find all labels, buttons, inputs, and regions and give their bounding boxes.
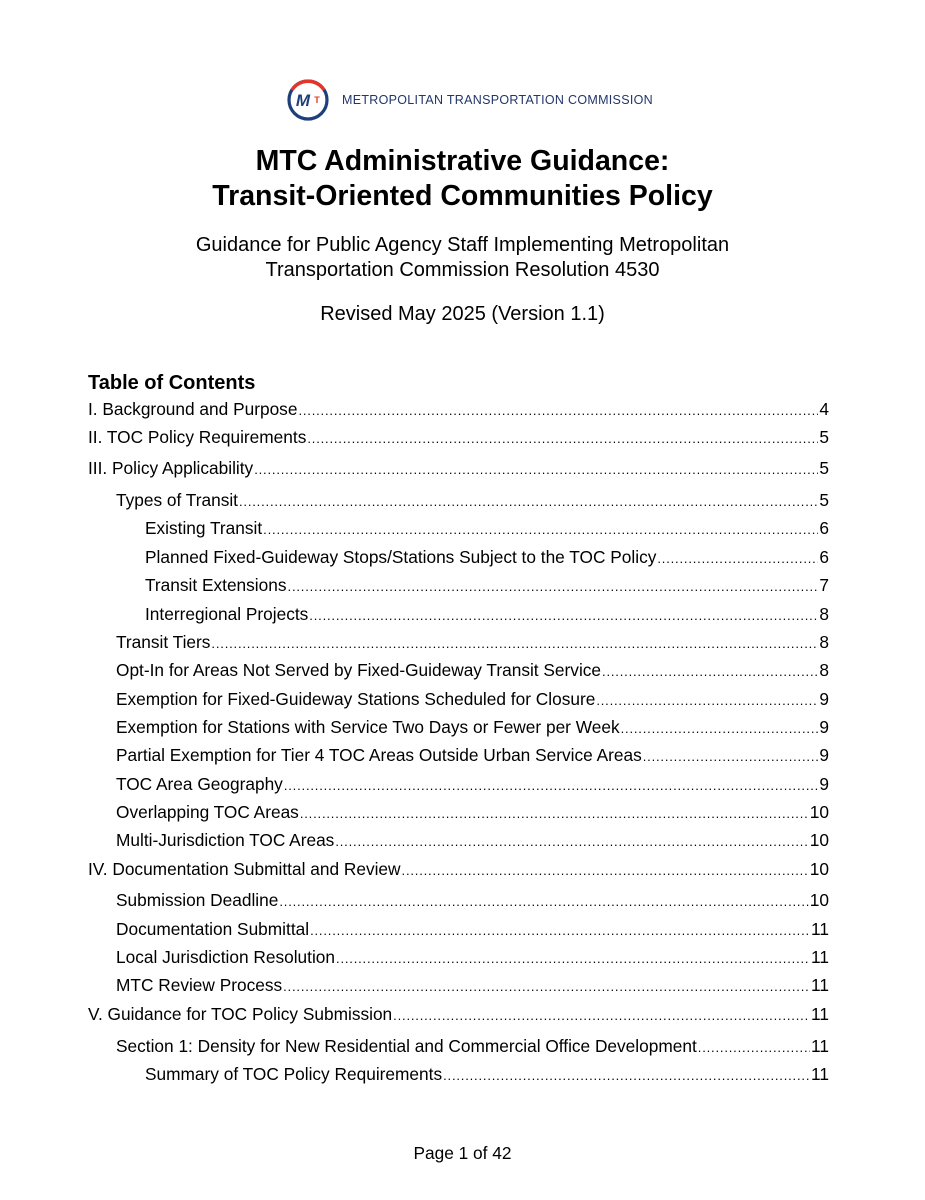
toc-entry-label: III. Policy Applicability [88, 458, 254, 478]
logo-letter-t: T [314, 95, 320, 105]
toc-dot-leader [643, 744, 819, 766]
toc-heading: Table of Contents [88, 372, 256, 394]
toc-dot-leader [393, 1003, 810, 1025]
toc-dot-leader [336, 946, 810, 968]
toc-entry[interactable] [116, 889, 829, 911]
toc-dot-leader [596, 688, 818, 710]
toc-entry-page: 4 [819, 399, 829, 419]
toc-entry-label: I. Background and Purpose [88, 399, 298, 419]
toc-entry-page: 10 [809, 830, 829, 850]
toc-entry[interactable] [116, 918, 829, 940]
toc-entry[interactable] [145, 574, 829, 596]
toc-entry-page: 6 [819, 518, 829, 538]
toc-entry-page: 11 [811, 975, 829, 995]
toc-entry-label: Interregional Projects [145, 604, 309, 624]
toc-dot-leader [402, 858, 809, 880]
toc-entry-label: Summary of TOC Policy Requirements [145, 1064, 443, 1084]
toc-dot-leader [284, 773, 819, 795]
logo-letter-m: M [295, 91, 311, 110]
toc-entry-page: 11 [811, 1064, 829, 1084]
agency-name: METROPOLITAN TRANSPORTATION COMMISSION [342, 93, 653, 107]
title-line-1: MTC Administrative Guidance: [255, 145, 670, 177]
toc-entry[interactable] [116, 716, 829, 738]
toc-entry-page: 8 [819, 604, 829, 624]
toc-dot-leader [239, 489, 818, 511]
toc-entry-label: Documentation Submittal [116, 919, 310, 939]
toc-entry-page: 8 [819, 632, 829, 652]
toc-entry[interactable] [88, 457, 829, 479]
toc-entry-label: TOC Area Geography [116, 774, 283, 794]
toc-entry-label: Overlapping TOC Areas [116, 802, 299, 822]
toc-entry-label: Local Jurisdiction Resolution [116, 947, 336, 967]
toc-dot-leader [254, 457, 818, 479]
toc-entry-label: Transit Extensions [145, 575, 287, 595]
toc-entry-page: 10 [809, 802, 829, 822]
toc-dot-leader [279, 889, 808, 911]
toc-entry-page: 11 [811, 947, 829, 967]
toc-entry-label: Types of Transit [116, 490, 238, 510]
toc-entry[interactable] [88, 858, 829, 880]
toc-entry[interactable] [116, 489, 829, 511]
toc-entry-page: 10 [809, 890, 829, 910]
toc-dot-leader [263, 517, 818, 539]
toc-entry-label: Exemption for Stations with Service Two Days or Fewer per Week [116, 717, 620, 737]
toc-entry[interactable] [116, 974, 829, 996]
toc-entry[interactable] [116, 744, 829, 766]
toc-entry[interactable] [116, 659, 829, 681]
toc-dot-leader [307, 426, 818, 448]
toc-entry-label: Planned Fixed-Guideway Stops/Stations Subject to the TOC Policy [145, 547, 657, 567]
toc-entry-page: 8 [819, 660, 829, 680]
toc-dot-leader [602, 659, 818, 681]
toc-entry-label: V. Guidance for TOC Policy Submission [88, 1004, 393, 1024]
toc-entry-label: Existing Transit [145, 518, 263, 538]
toc-entry-page: 9 [819, 745, 829, 765]
toc-dot-leader [698, 1035, 810, 1057]
toc-dot-leader [211, 631, 818, 653]
toc-dot-leader [300, 801, 809, 823]
toc-entry-label: Section 1: Density for New Residential and Commercial Office Development [116, 1036, 697, 1056]
toc-entry-page: 9 [819, 774, 829, 794]
toc-entry[interactable] [116, 1035, 829, 1057]
toc-entry[interactable] [116, 773, 829, 795]
toc-dot-leader [283, 974, 810, 996]
toc-entry[interactable] [116, 829, 829, 851]
toc-entry[interactable] [88, 398, 829, 420]
toc-entry-label: Submission Deadline [116, 890, 279, 910]
toc-entry[interactable] [116, 688, 829, 710]
title-line-2: Transit-Oriented Communities Policy [212, 180, 713, 212]
toc-entry-label: IV. Documentation Submittal and Review [88, 859, 401, 879]
toc-dot-leader [309, 603, 818, 625]
toc-entry[interactable] [116, 946, 829, 968]
subtitle-line-1: Guidance for Public Agency Staff Implementing Metropolitan [195, 234, 730, 256]
toc-entry-label: Multi-Jurisdiction TOC Areas [116, 830, 335, 850]
toc-entry[interactable] [145, 546, 829, 568]
toc-entry[interactable] [88, 1003, 829, 1025]
toc-dot-leader [298, 398, 818, 420]
toc-entry-label: II. TOC Policy Requirements [88, 427, 307, 447]
page-number: Page 1 of 42 [413, 1143, 512, 1163]
toc-entry[interactable] [145, 517, 829, 539]
toc-dot-leader [310, 918, 810, 940]
revision-note: Revised May 2025 (Version 1.1) [320, 303, 605, 325]
toc-entry-page: 5 [819, 490, 829, 510]
toc-dot-leader [335, 829, 808, 851]
toc-entry-page: 9 [819, 689, 829, 709]
toc-entry-page: 5 [819, 427, 829, 447]
toc-dot-leader [443, 1063, 810, 1085]
toc-entry-label: MTC Review Process [116, 975, 283, 995]
toc-entry-page: 6 [819, 547, 829, 567]
toc-entry[interactable] [88, 426, 829, 448]
toc-entry-page: 9 [819, 717, 829, 737]
toc-entry[interactable] [116, 631, 829, 653]
toc-entry-label: Partial Exemption for Tier 4 TOC Areas Outside Urban Service Areas [116, 745, 642, 765]
toc-dot-leader [288, 574, 819, 596]
toc-entry[interactable] [145, 603, 829, 625]
toc-entry-label: Transit Tiers [116, 632, 211, 652]
toc-entry-page: 11 [811, 1036, 829, 1056]
toc-dot-leader [657, 546, 818, 568]
toc-entry-label: Exemption for Fixed-Guideway Stations Scheduled for Closure [116, 689, 596, 709]
toc-entry-label: Opt-In for Areas Not Served by Fixed-Guideway Transit Service [116, 660, 602, 680]
toc-dot-leader [621, 716, 819, 738]
toc-entry-page: 7 [819, 575, 829, 595]
toc-entry-page: 11 [811, 1004, 829, 1024]
toc-entry-page: 5 [819, 458, 829, 478]
subtitle-line-2: Transportation Commission Resolution 4530 [265, 259, 660, 281]
toc-entry[interactable] [116, 801, 829, 823]
toc-entry[interactable] [145, 1063, 829, 1085]
toc-entry-page: 11 [811, 919, 829, 939]
toc-entry-page: 10 [809, 859, 829, 879]
